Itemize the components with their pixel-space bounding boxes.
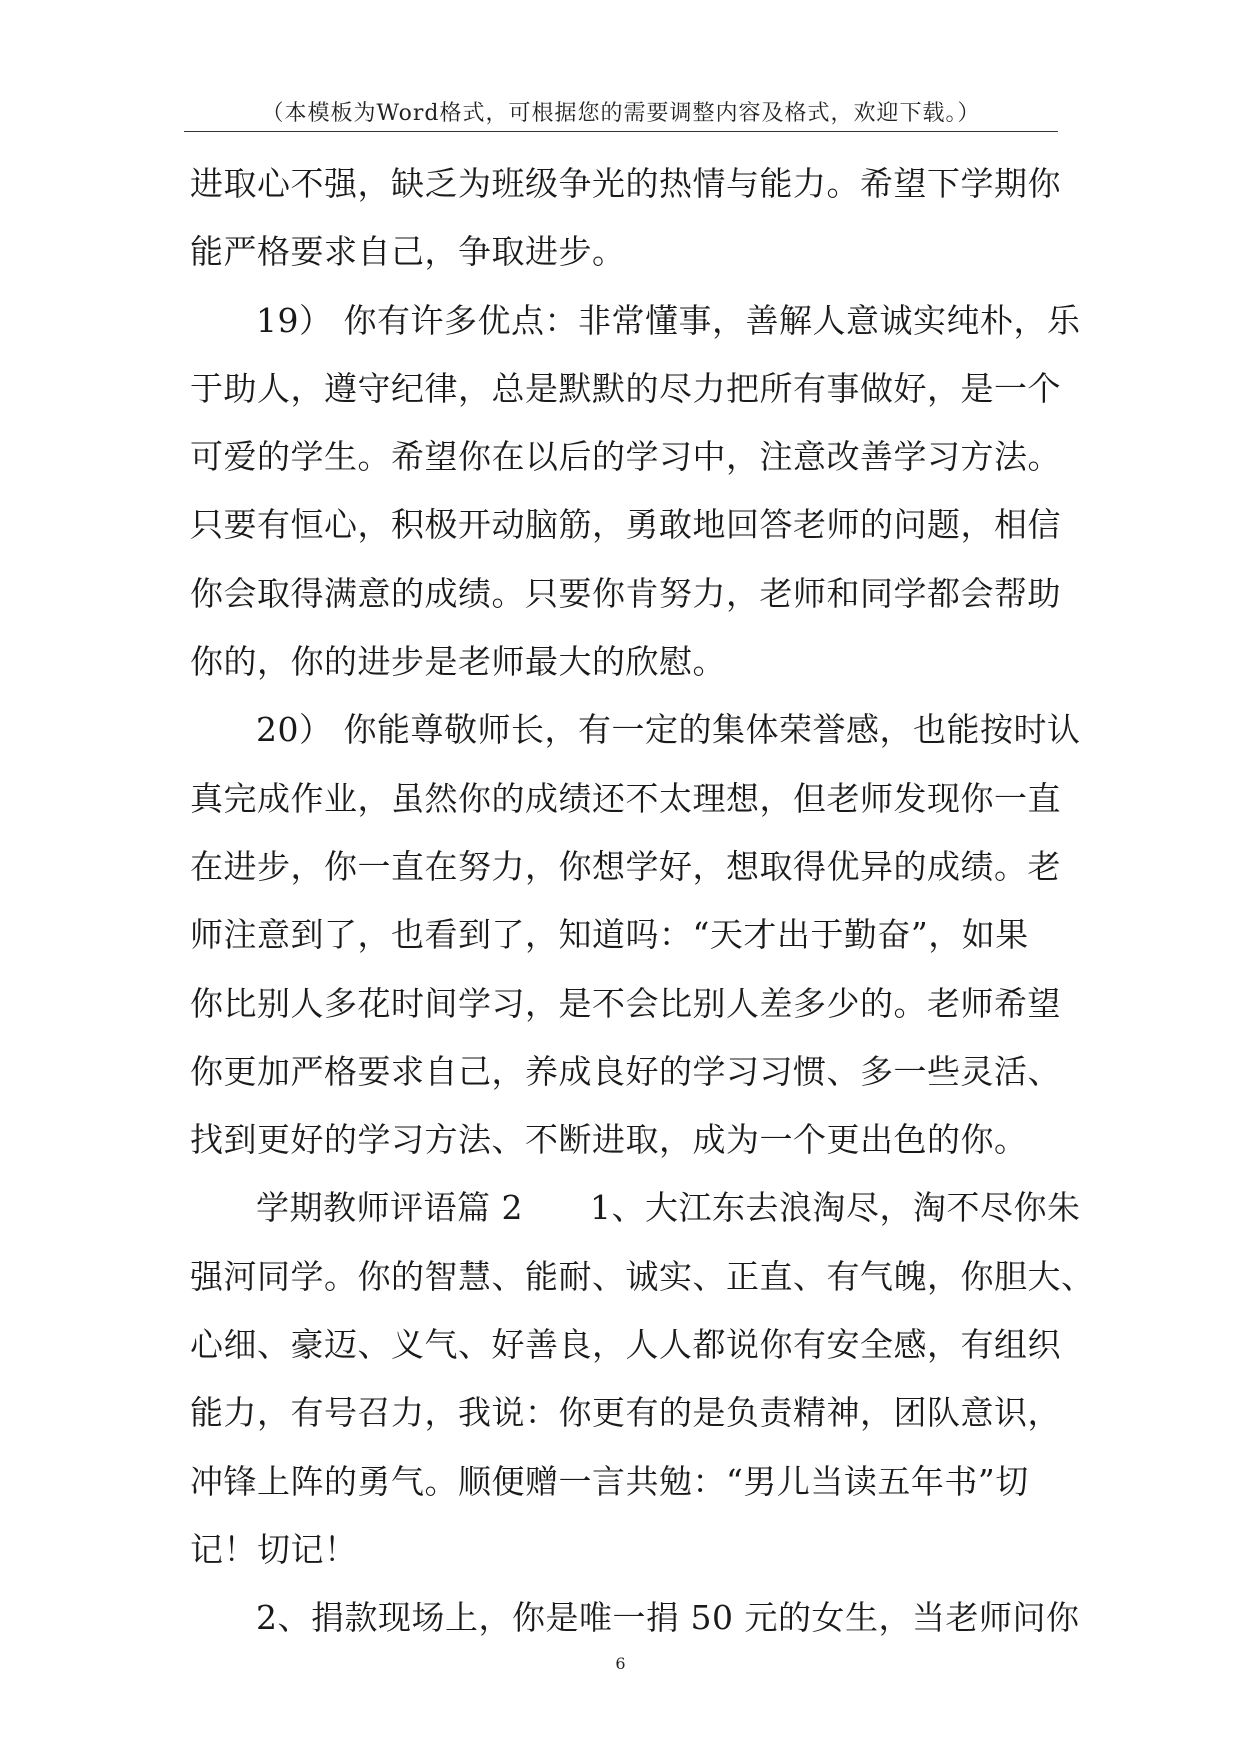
text-line: 在进步，你一直在努力，你想学好，想取得优异的成绩。老 — [190, 846, 1061, 886]
document-body — [190, 150, 1095, 1653]
text-line: 进取心不强，缺乏为班级争光的热情与能力。希望下学期你 — [190, 164, 1061, 203]
text-line: 你比别人多花时间学习，是不会比别人差多少的。老师希望 — [190, 983, 1061, 1023]
text-line: 只要有恒心，积极开动脑筋，勇敢地回答老师的问题，相信 — [190, 505, 1061, 545]
text-line: 2、捐款现场上，你是唯一捐 50 元的女生，当老师问你 — [256, 1598, 1080, 1638]
text-line: 强河同学。你的智慧、能耐、诚实、正直、有气魄，你胆大、 — [190, 1256, 1095, 1296]
text-line: 于助人，遵守纪律，总是默默的尽力把所有事做好，是一个 — [190, 368, 1061, 408]
text-line: 记！切记！ — [190, 1529, 358, 1569]
text-line: 你的，你的进步是老师最大的欣慰。 — [190, 642, 726, 682]
text-line: 20） 你能尊敬师长，有一定的集体荣誉感，也能按时认 — [256, 710, 1081, 750]
text-line: 心细、豪迈、义气、好善良，人人都说你有安全感，有组织 — [190, 1325, 1061, 1365]
template-note: （本模板为Word格式，可根据您的需要调整内容及格式，欢迎下载。） — [261, 101, 981, 126]
text-line: 真完成作业，虽然你的成绩还不太理想，但老师发现你一直 — [190, 778, 1061, 818]
text-line: 师注意到了，也看到了，知道吗：“天才出于勤奋”，如果 — [190, 915, 1029, 955]
text-line: 冲锋上阵的勇气。顺便赠一言共勉：“男儿当读五年书”切 — [190, 1461, 1029, 1501]
text-line: 19） 你有许多优点：非常懂事，善解人意诚实纯朴，乐 — [256, 300, 1081, 340]
text-line: 找到更好的学习方法、不断进取，成为一个更出色的你。 — [190, 1120, 1028, 1160]
text-line: 学期教师评语篇 2 1、大江东去浪淘尽，淘不尽你朱 — [256, 1188, 1081, 1228]
text-line: 你更加严格要求自己，养成良好的学习习惯、多一些灵活、 — [190, 1051, 1061, 1091]
text-line: 能力，有号召力，我说：你更有的是负责精神，团队意识， — [190, 1393, 1061, 1433]
header-divider — [184, 131, 1058, 132]
text-line: 你会取得满意的成绩。只要你肯努力，老师和同学都会帮助 — [190, 573, 1061, 613]
page-number: 6 — [615, 1654, 626, 1673]
text-line: 能严格要求自己，争取进步。 — [190, 232, 626, 272]
text-line: 可爱的学生。希望你在以后的学习中，注意改善学习方法。 — [190, 437, 1061, 477]
